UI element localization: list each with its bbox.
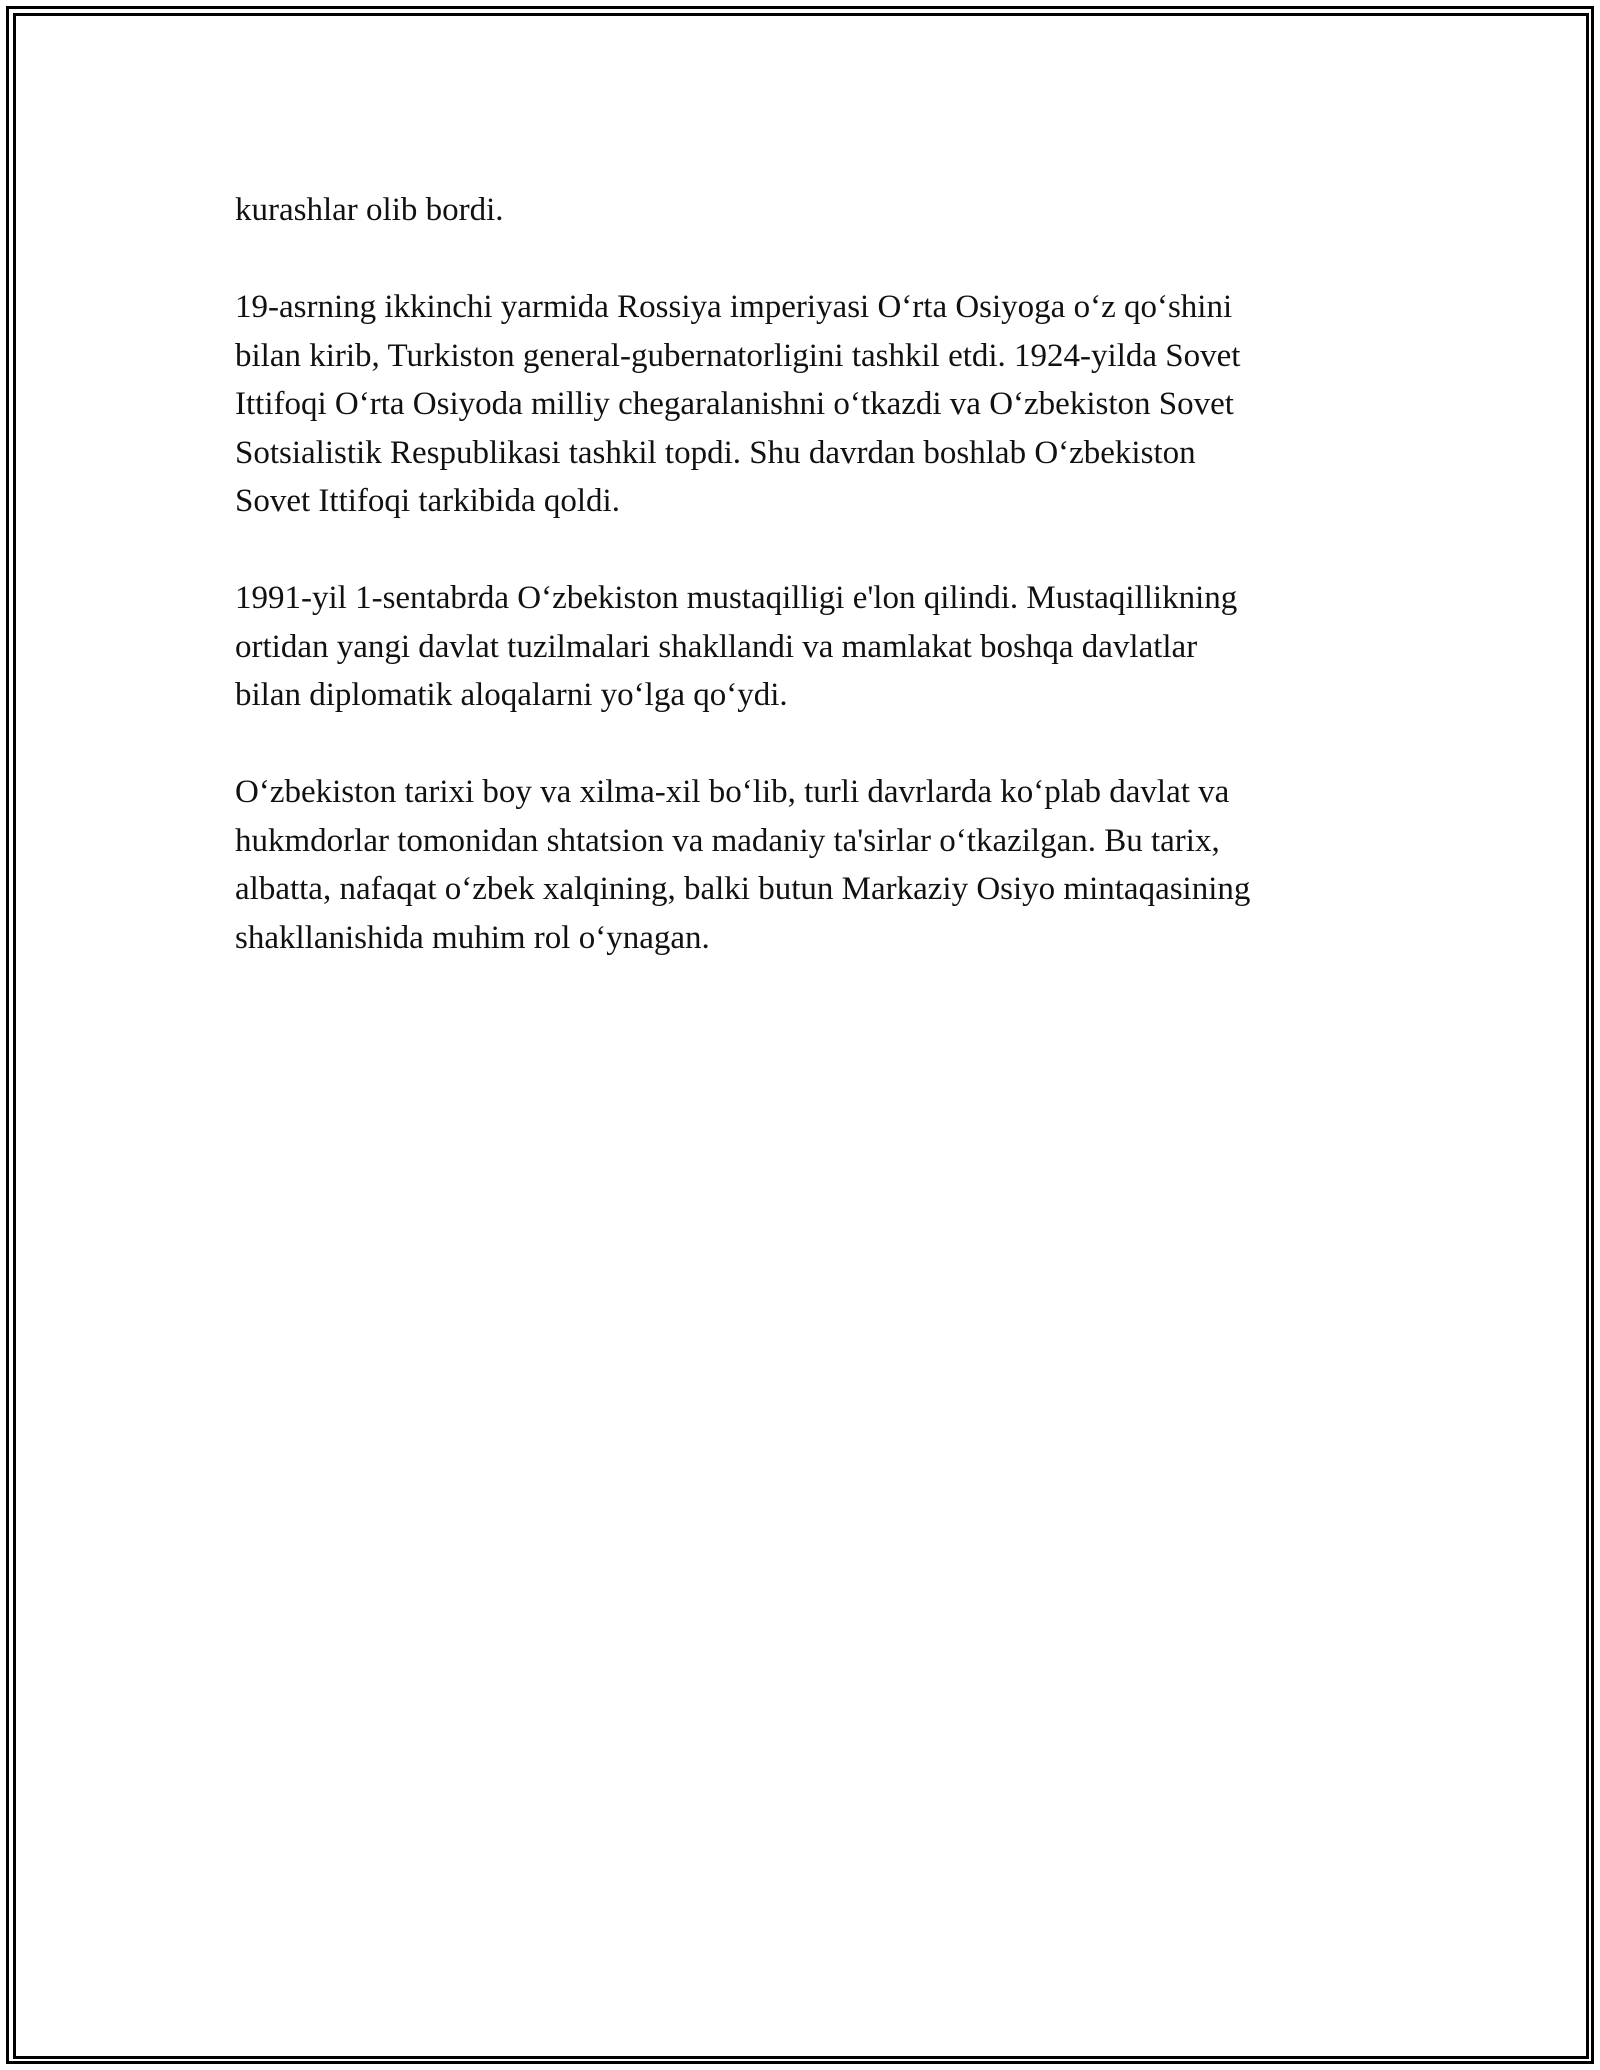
paragraph-3: 1991-yil 1-sentabrda O‘zbekiston mustaqilligi e'lon qilindi. Mustaqillikning ortidan yangi davlat tuzilmalari shakllandi va mamlakat boshqa davlatlar bilan diplomatik aloqalarni yo‘lga qo‘ydi. [235, 580, 1238, 713]
document-body [235, 186, 1385, 1011]
paragraph-2: 19-asrning ikkinchi yarmida Rossiya imperiyasi O‘rta Osiyoga o‘z qo‘shini bilan kirib, Turkiston general-gubernatorligini tashkil etdi. 1924-yilda Sovet Ittifoqi O‘rta Osiyoda milliy chegaralanishni o‘tkazdi va O‘zbekiston Sovet Sotsialistik Respublikasi tashkil topdi. Shu davrdan boshlab O‘zbekiston Sovet Ittifoqi tarkibida qoldi. [235, 289, 1241, 519]
paragraph-1: kurashlar olib bordi. [235, 192, 504, 228]
paragraph-4: O‘zbekiston tarixi boy va xilma-xil bo‘lib, turli davrlarda ko‘plab davlat va hukmdorlar tomonidan shtatsion va madaniy ta'sirlar o‘tkazilgan. Bu tarix, albatta, nafaqat o‘zbek xalqining, balki butun Markaziy Osiyo mintaqasining shakllanishida muhim rol o‘ynagan. [235, 774, 1251, 956]
